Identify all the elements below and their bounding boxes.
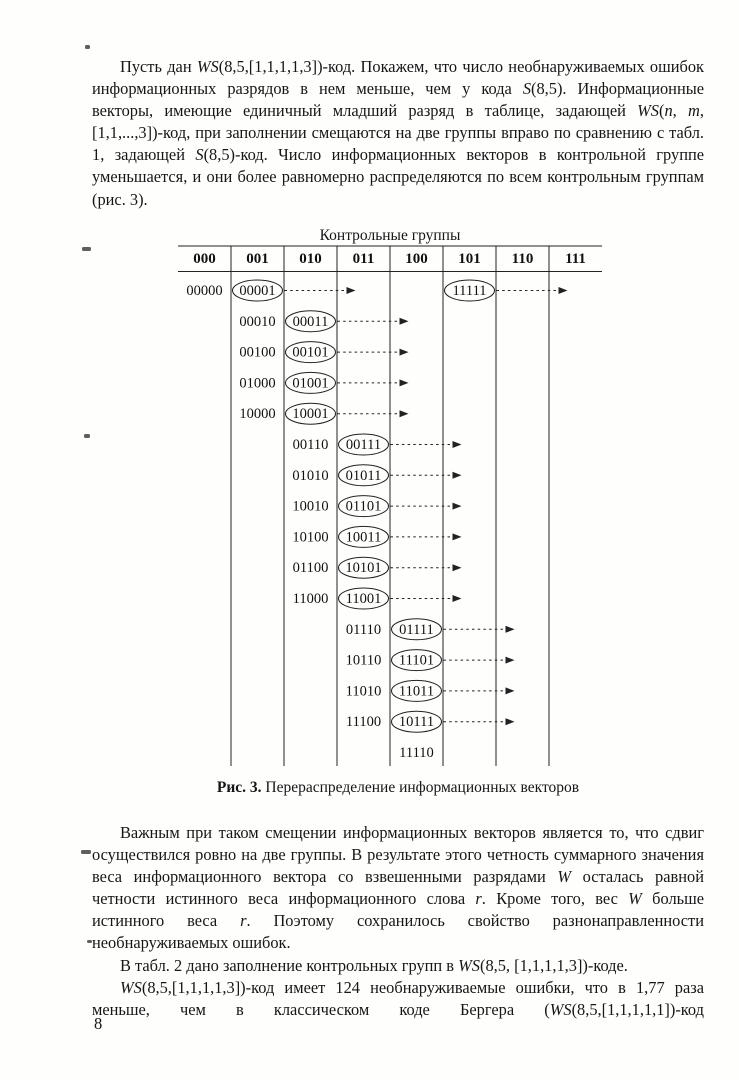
paragraph-table2: В табл. 2 дано заполнение контрольных групп в WS(8,5, [1,1,1,1,3])-коде. — [120, 955, 628, 975]
column-header: 111 — [565, 251, 586, 267]
vector-label: 10010 — [292, 498, 329, 515]
shift-arrow-head — [506, 657, 515, 664]
shift-arrow-head — [453, 533, 462, 540]
vector-label: 01000 — [239, 375, 276, 392]
redistribution-diagram — [178, 245, 602, 775]
scan-mark — [84, 434, 90, 438]
vector-circled-value: 01111 — [399, 621, 434, 638]
paragraph-shift-property: Важным при таком смещении информационных векторов является то, что сдвиг осуществился ровно на две группы. В результате этого четность суммарного значения веса информационного вектора со взвешенными разрядами W осталась равной четности истинного веса информационного слова r. Кроме того, вес W больше истинного веса r. Поэтому сохранилось свойство разнонаправленности необнаруживаемых ошибок. — [92, 823, 704, 953]
vector-circled-value: 00011 — [292, 313, 329, 330]
bottom-text-block — [92, 822, 704, 1021]
shift-arrow-head — [453, 472, 462, 479]
vector-circled-value: 01001 — [292, 375, 329, 392]
vector-label: 11000 — [292, 591, 329, 607]
shift-arrow-head — [400, 318, 409, 325]
shift-arrow-head — [400, 349, 409, 356]
column-header: 000 — [193, 251, 216, 267]
column-header: 100 — [405, 251, 428, 267]
vector-label: 10100 — [292, 529, 329, 546]
figure-title: Контрольные группы — [319, 227, 461, 244]
paragraph-comparison: WS(8,5,[1,1,1,1,3])-код имеет 124 необнаруживаемые ошибки, что в 1,77 раза меньше, чем в классическом коде Бергера (WS(8,5,[1,1,1,1,1])-код — [92, 977, 704, 1019]
paragraph-intro: Пусть дан WS(8,5,[1,1,1,1,3])-код. Покажем, что число необнаруживаемых ошибок информационных разрядов в нем меньше, чем у кода S(8,5). Информационные векторы, имеющие единичный младший разряд в таблице, задающей WS(n, m, [1,1,...,3])-код, при заполнении смещаются на две группы вправо по сравнению с табл. 1, задающей S(8,5)-код. Число информационных векторов в контрольной группе уменьшается, и они более равномерно распределяются по всем контрольным группам (рис. 3). — [92, 57, 705, 209]
vector-label: 10110 — [345, 652, 382, 669]
shift-arrow-head — [506, 687, 515, 694]
vector-label: 00110 — [292, 437, 329, 453]
shift-arrow-head — [506, 718, 515, 725]
vector-circled-value: 00001 — [239, 283, 276, 299]
shift-arrow-head — [453, 595, 462, 602]
column-header: 001 — [246, 251, 269, 267]
vector-circled-value: 10011 — [345, 529, 382, 546]
vector-circled-value: 10001 — [292, 406, 329, 423]
scan-mark — [85, 45, 90, 49]
shift-arrow-head — [347, 287, 356, 294]
figure-caption — [92, 779, 704, 797]
vector-label: 11010 — [345, 683, 382, 700]
vector-circled-value: 10111 — [398, 714, 435, 731]
vector-label: 01110 — [345, 621, 382, 638]
column-header: 101 — [458, 251, 481, 267]
vector-label: 01100 — [292, 560, 329, 577]
vector-label: 11100 — [345, 714, 382, 731]
vector-label: 10000 — [239, 406, 276, 423]
vector-label: 00100 — [239, 344, 276, 361]
shift-arrow-head — [453, 441, 462, 448]
vector-circled-value: 11101 — [398, 652, 435, 669]
page-number: 8 — [94, 1014, 103, 1033]
shift-arrow-head — [506, 626, 515, 633]
shift-arrow-head — [400, 379, 409, 386]
column-header: 010 — [299, 251, 322, 267]
vector-label: 00000 — [186, 283, 223, 299]
shift-arrow-head — [400, 410, 409, 417]
vector-circled-value: 11111 — [452, 283, 487, 299]
vector-circled-value: 11001 — [345, 591, 382, 607]
vector-circled-value: 11011 — [398, 683, 435, 700]
shift-arrow-head — [453, 564, 462, 571]
vector-circled-value: 10101 — [345, 560, 382, 577]
column-header: 011 — [352, 251, 375, 267]
vector-circled-value: 00111 — [345, 437, 382, 453]
figure-caption-text: Перераспределение информационных векторов — [261, 779, 580, 796]
vector-label: 11110 — [399, 745, 434, 761]
scan-mark — [81, 850, 91, 854]
vector-circled-value: 01101 — [345, 498, 382, 515]
shift-arrow-head — [453, 503, 462, 510]
figure-caption-label: Рис. 3. — [216, 779, 262, 796]
column-header: 110 — [511, 251, 534, 267]
shift-arrow-head — [559, 287, 568, 294]
scan-mark — [82, 247, 91, 251]
vector-circled-value: 01011 — [345, 467, 382, 484]
vector-label: 00010 — [239, 313, 276, 330]
vector-label: 01010 — [292, 467, 329, 484]
vector-circled-value: 00101 — [292, 344, 329, 361]
